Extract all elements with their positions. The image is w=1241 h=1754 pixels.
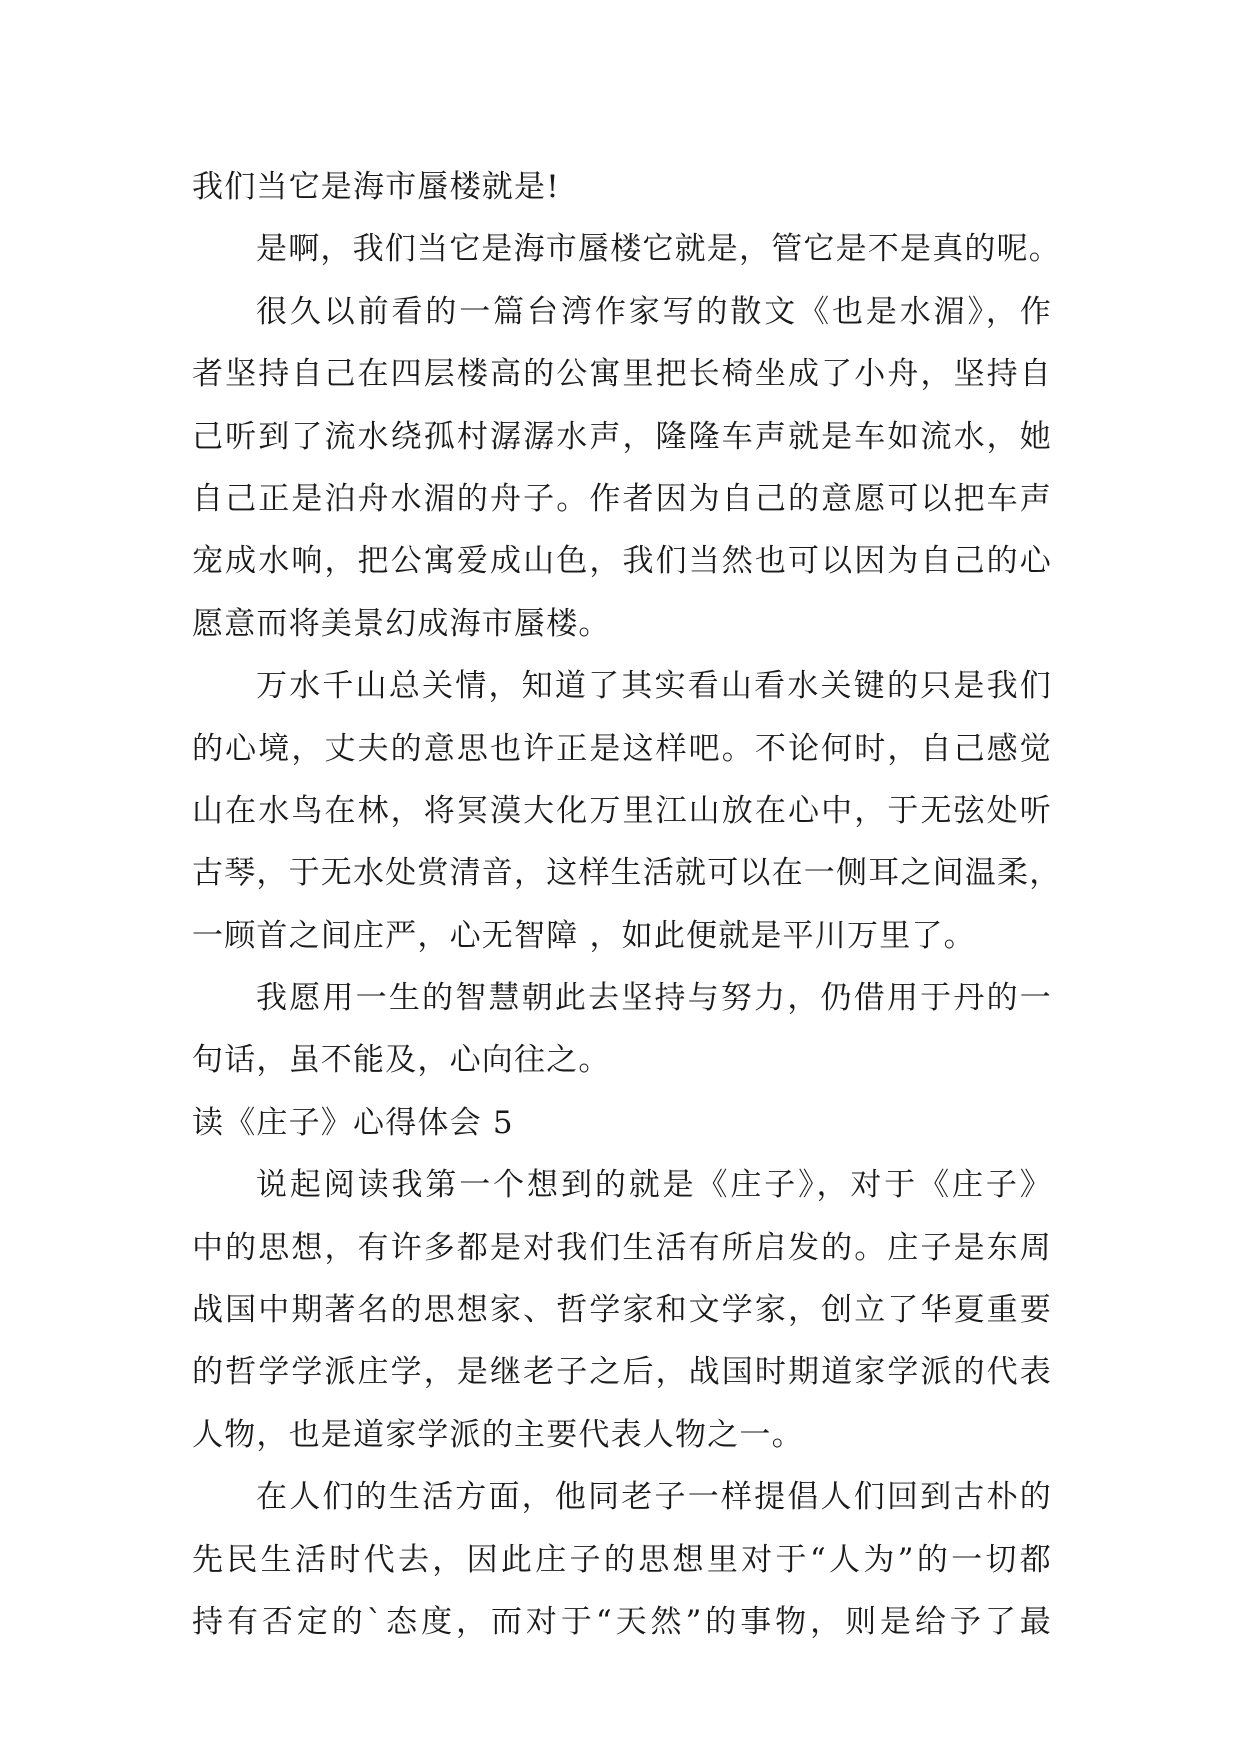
text-line: 古琴，于无水处赏清音，这样生活就可以在一侧耳之间温柔， xyxy=(192,855,1062,892)
text-line: 在人们的生活方面，他同老子一样提倡人们回到古朴的 xyxy=(256,1479,1052,1516)
text-line: 的心境，丈夫的意思也许正是这样吧。不论何时，自己感觉 xyxy=(192,730,1052,767)
text-line: 是啊，我们当它是海市蜃楼它就是，管它是不是真的呢。 xyxy=(256,231,1061,268)
text-line: 山在水鸟在林，将冥漠大化万里江山放在心中，于无弦处听 xyxy=(192,792,1052,829)
text-line: 己听到了流水绕孤村潺潺水声，隆隆车声就是车如流水，她 xyxy=(192,418,1052,455)
text-line: 先民生活时代去，因此庄子的思想里对于“人为”的一切都 xyxy=(192,1541,1052,1578)
text-line: 者坚持自己在四层楼高的公寓里把长椅坐成了小舟，坚持自 xyxy=(192,356,1052,393)
text-line: 中的思想，有许多都是对我们生活有所启发的。庄子是东周 xyxy=(192,1229,1052,1266)
text-line: 很久以前看的一篇台湾作家写的散文《也是水湄》，作 xyxy=(256,293,1052,330)
text-line: 愿意而将美景幻成海市蜃楼。 xyxy=(192,605,611,642)
text-line: 一顾首之间庄严，心无智障 ，如此便就是平川万里了。 xyxy=(192,917,976,954)
text-line: 我愿用一生的智慧朝此去坚持与努力，仍借用于丹的一 xyxy=(256,980,1052,1017)
section-heading: 读《庄子》心得体会 5 xyxy=(192,1104,514,1141)
text-line: 我们当它是海市蜃楼就是! xyxy=(192,169,560,205)
text-line: 说起阅读我第一个想到的就是《庄子》，对于《庄子》 xyxy=(256,1167,1052,1204)
text-line: 句话，虽不能及，心向往之。 xyxy=(192,1042,611,1079)
text-line: 万水千山总关情，知道了其实看山看水关键的只是我们 xyxy=(256,668,1052,705)
text-line: 的哲学学派庄学，是继老子之后，战国时期道家学派的代表 xyxy=(192,1354,1052,1391)
text-line: 人物，也是道家学派的主要代表人物之一。 xyxy=(192,1416,804,1453)
document-body xyxy=(192,156,1062,1653)
text-line: 自己正是泊舟水湄的舟子。作者因为自己的意愿可以把车声 xyxy=(192,480,1052,517)
text-line: 宠成水响，把公寓爱成山色，我们当然也可以因为自己的心 xyxy=(192,543,1052,580)
text-line: 战国中期著名的思想家、哲学家和文学家，创立了华夏重要 xyxy=(192,1292,1052,1329)
text-line: 持有否定的`态度，而对于“天然”的事物，则是给予了最 xyxy=(192,1603,1052,1640)
